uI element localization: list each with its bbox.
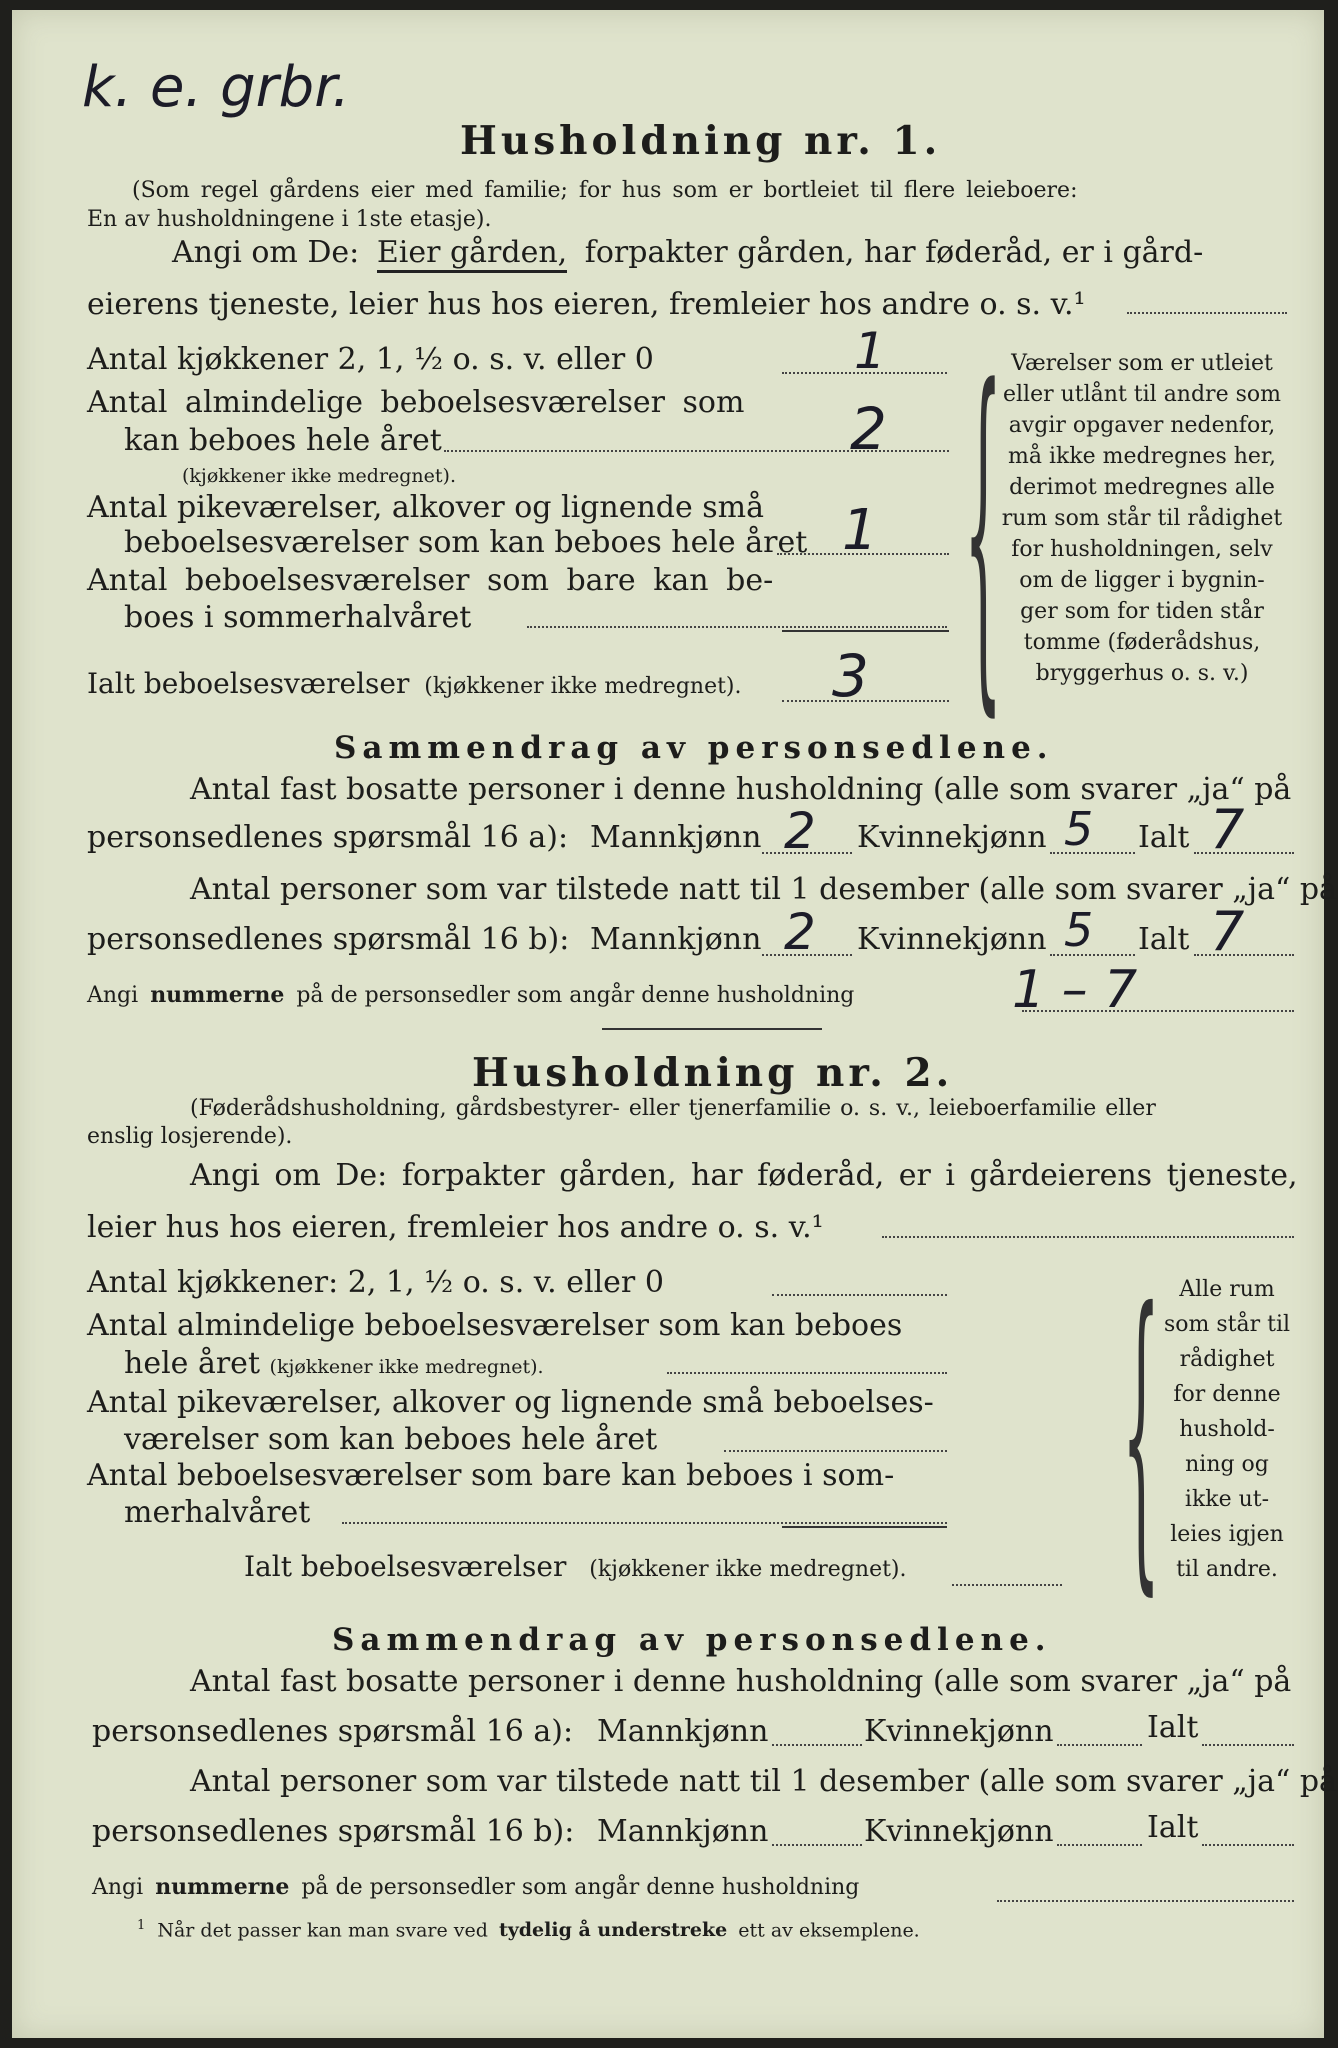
household-2-ordinary-row xyxy=(124,1346,544,1381)
summary-2-resident-female-line xyxy=(1057,1744,1142,1746)
household-2-side-brace: { xyxy=(1122,1248,1161,1626)
household-1-summer-line2: boes i sommerhalvåret xyxy=(124,600,472,635)
household-2-note-line1: (Føderådshusholdning, gårdsbestyrer- eller tjenerfamilie o. s. v., leieboerfamilie eller xyxy=(190,1096,1156,1121)
summary-1-numbers-row xyxy=(87,982,854,1008)
household-1-maid-line1: Antal pikeværelser, alkover og lignende små xyxy=(87,490,765,525)
summary-1-resident-male-value: 2 xyxy=(784,802,816,860)
summary-2-present-male-label: Mannkjønn xyxy=(597,1814,769,1849)
ordinary-note: (kjøkkener ikke medregnet). xyxy=(269,1356,544,1378)
household-1-ordinary-note: (kjøkkener ikke medregnet). xyxy=(182,465,456,487)
numbers-prefix: Angi xyxy=(87,983,139,1008)
angi-rest: forpakter gården, har føderåd, er i gård- xyxy=(584,235,1204,270)
side-note-line: hushold- xyxy=(1179,1417,1275,1442)
household-1-angi-line2: eierens tjeneste, leier hus hos eieren, fremleier hos andre o. s. v.¹ xyxy=(87,287,1086,322)
summary-2-resident-male-line xyxy=(772,1744,862,1746)
household-1-title: Husholdning nr. 1. xyxy=(460,118,942,164)
summary-1-present-male-value: 2 xyxy=(784,903,816,961)
census-form-page xyxy=(12,10,1337,2038)
numbers-rest: på de personsedler som angår denne husholdning xyxy=(296,983,855,1008)
summary-1-resident-male-label: Mannkjønn xyxy=(590,820,762,855)
side-note-line: for husholdningen, selv xyxy=(1011,537,1273,562)
summary-2-present-line2: personsedlenes spørsmål 16 b): xyxy=(92,1814,575,1849)
household-1-total-row xyxy=(87,667,742,700)
section-separator xyxy=(602,1028,822,1030)
household-1-angi-answer-line xyxy=(1127,312,1287,314)
summary-1-title: Sammendrag av personsedlene. xyxy=(334,730,1054,766)
summary-2-present-female-label: Kvinnekjønn xyxy=(864,1814,1054,1849)
ordinary-line2: hele året xyxy=(124,1346,260,1381)
summary-1-present-male-label: Mannkjønn xyxy=(590,922,762,957)
footnote-bold: tydelig å understreke xyxy=(498,1919,728,1942)
household-2-title: Husholdning nr. 2. xyxy=(472,1050,954,1096)
footnote-marker: 1 xyxy=(137,1918,146,1933)
side-note-line: eller utlånt til andre som xyxy=(1003,382,1281,407)
household-1-side-brace: { xyxy=(964,317,1003,751)
household-1-ordinary-line2: kan beboes hele året xyxy=(124,423,442,458)
summary-1-present-line1: Antal personer som var tilstede natt til 1 desember (alle som svarer „ja“ på xyxy=(190,872,1337,907)
household-2-summer-line2: merhalvåret xyxy=(124,1495,311,1530)
household-2-angi-line2: leier hus hos eieren, fremleier hos andre o. s. v.¹ xyxy=(87,1210,824,1245)
summary-1-resident-line1: Antal fast bosatte personer i denne husholdning (alle som svarer „ja“ på xyxy=(190,772,1292,807)
total-label: Ialt beboelsesværelser xyxy=(244,1550,567,1583)
side-note-line: som står til xyxy=(1163,1312,1291,1337)
side-note-line: ning og xyxy=(1185,1452,1269,1477)
household-2-maid-line2: værelser som kan beboes hele året xyxy=(124,1422,658,1457)
summary-2-resident-line1: Antal fast bosatte personer i denne husholdning (alle som svarer „ja“ på xyxy=(190,1664,1292,1699)
side-note-line: for denne xyxy=(1173,1382,1281,1407)
summary-2-numbers-line xyxy=(997,1900,1294,1902)
household-2-total-row xyxy=(244,1550,907,1583)
household-1-ordinary-value: 2 xyxy=(850,395,887,463)
numbers-prefix: Angi xyxy=(92,1875,144,1900)
summary-2-present-total-line xyxy=(1202,1844,1294,1846)
summary-2-title: Sammendrag av personsedlene. xyxy=(332,1622,1052,1658)
household-1-summer-line1: Antal beboelsesværelser som bare kan be- xyxy=(87,563,774,598)
summary-1-numbers-value: 1 – 7 xyxy=(1012,960,1138,1020)
household-2-maid-line xyxy=(724,1450,947,1452)
household-1-ordinary-line1: Antal almindelige beboelsesværelser som xyxy=(87,385,745,420)
household-1-sum-rule xyxy=(782,630,949,632)
summary-1-present-female-label: Kvinnekjønn xyxy=(857,922,1047,957)
side-note-line: Alle rum xyxy=(1179,1277,1275,1302)
side-note-line: til andre. xyxy=(1176,1557,1278,1582)
summary-2-resident-male-label: Mannkjønn xyxy=(597,1714,769,1749)
side-note-line: rum som står til rådighet xyxy=(1001,506,1283,531)
summary-1-resident-female-value: 5 xyxy=(1064,802,1094,856)
total-note: (kjøkkener ikke medregnet). xyxy=(589,1557,907,1582)
numbers-bold: nummerne xyxy=(150,982,285,1008)
handwritten-corner-note: k. e. grbr. xyxy=(82,55,350,120)
summary-2-present-line1: Antal personer som var tilstede natt til 1 desember (alle som svarer „ja“ på xyxy=(190,1764,1337,1799)
side-note-line: tomme (føderådshus, xyxy=(1023,630,1261,655)
angi-prefix: Angi om De: xyxy=(172,235,360,270)
side-note-line: avgir opgaver nedenfor, xyxy=(1008,413,1276,438)
summary-2-numbers-row xyxy=(92,1874,859,1900)
household-1-kitchens-value: 1 xyxy=(854,322,886,380)
side-note-line: leies igjen xyxy=(1170,1522,1284,1547)
summary-2-present-female-line xyxy=(1057,1844,1142,1846)
footnote xyxy=(137,1918,920,1941)
household-1-summer-line xyxy=(527,626,947,628)
summary-2-resident-total-line xyxy=(1202,1744,1294,1746)
numbers-rest: på de personsedler som angår denne husholdning xyxy=(301,1875,860,1900)
summary-1-present-female-value: 5 xyxy=(1064,903,1094,957)
summary-1-present-total-label: Ialt xyxy=(1138,922,1190,957)
summary-2-resident-total-label: Ialt xyxy=(1147,1710,1199,1745)
household-1-note-line1: (Som regel gårdens eier med familie; for hus som er bortleiet til flere leieboere: xyxy=(132,178,1078,203)
household-2-side-note xyxy=(1152,1272,1302,1587)
household-2-maid-line1: Antal pikeværelser, alkover og lignende små beboelses- xyxy=(87,1385,934,1420)
household-2-angi-line1: Angi om De: forpakter gården, har føderåd, er i gårdeierens tjeneste, xyxy=(190,1158,1298,1193)
household-2-kitchens-line xyxy=(772,1294,947,1296)
household-2-ordinary-line1: Antal almindelige beboelsesværelser som kan beboes xyxy=(87,1308,903,1343)
household-2-summer-line xyxy=(342,1522,947,1524)
household-1-total-value: 3 xyxy=(832,642,869,710)
household-1-side-note xyxy=(992,348,1292,689)
household-1-maid-value: 1 xyxy=(842,498,878,563)
household-2-note-line2: enslig losjerende). xyxy=(87,1124,293,1149)
footnote-rest: ett av eksemplene. xyxy=(738,1919,920,1942)
summary-2-resident-line2: personsedlenes spørsmål 16 a): xyxy=(92,1714,574,1749)
side-note-line: derimot medregnes alle xyxy=(1009,475,1275,500)
footnote-prefix: Når det passer kan man svare ved xyxy=(157,1919,488,1942)
side-note-line: Værelser som er utleiet xyxy=(1011,351,1273,376)
summary-2-resident-female-label: Kvinnekjønn xyxy=(864,1714,1054,1749)
summary-1-present-total-value: 7 xyxy=(1210,900,1245,963)
side-note-line: om de ligger i bygnin- xyxy=(1019,568,1265,593)
side-note-line: rådighet xyxy=(1179,1347,1275,1372)
side-note-line: ger som for tiden står xyxy=(1020,599,1264,624)
household-1-kitchens-label: Antal kjøkkener 2, 1, ½ o. s. v. eller 0 xyxy=(87,342,654,377)
numbers-bold: nummerne xyxy=(155,1874,290,1900)
household-1-maid-line2: beboelsesværelser som kan beboes hele året xyxy=(124,525,808,560)
household-2-kitchens-label: Antal kjøkkener: 2, 1, ½ o. s. v. eller 0 xyxy=(87,1265,664,1300)
summary-2-present-total-label: Ialt xyxy=(1147,1810,1199,1845)
summary-2-present-male-line xyxy=(772,1844,862,1846)
household-1-angi-line1 xyxy=(172,235,1203,270)
household-2-angi-answer-line xyxy=(882,1236,1294,1238)
side-note-line: bryggerhus o. s. v.) xyxy=(1035,661,1249,686)
side-note-line: ikke ut- xyxy=(1184,1487,1270,1512)
summary-1-resident-total-label: Ialt xyxy=(1138,820,1190,855)
household-2-total-line xyxy=(952,1584,1062,1586)
summary-1-present-line2: personsedlenes spørsmål 16 b): xyxy=(87,922,570,957)
summary-1-resident-female-label: Kvinnekjønn xyxy=(857,820,1047,855)
summary-1-resident-line2: personsedlenes spørsmål 16 a): xyxy=(87,820,569,855)
household-2-sum-rule xyxy=(782,1526,947,1528)
owner-option-underlined: Eier gården, xyxy=(377,235,567,273)
total-note: (kjøkkener ikke medregnet). xyxy=(424,674,742,699)
household-2-summer-line1: Antal beboelsesværelser som bare kan beboes i som- xyxy=(87,1458,895,1493)
household-2-ordinary-line xyxy=(667,1372,947,1374)
summary-1-resident-total-value: 7 xyxy=(1210,798,1245,861)
total-label: Ialt beboelsesværelser xyxy=(87,667,410,700)
side-note-line: må ikke medregnes her, xyxy=(1007,444,1277,469)
household-1-note-line2: En av husholdningene i 1ste etasje). xyxy=(87,207,492,232)
